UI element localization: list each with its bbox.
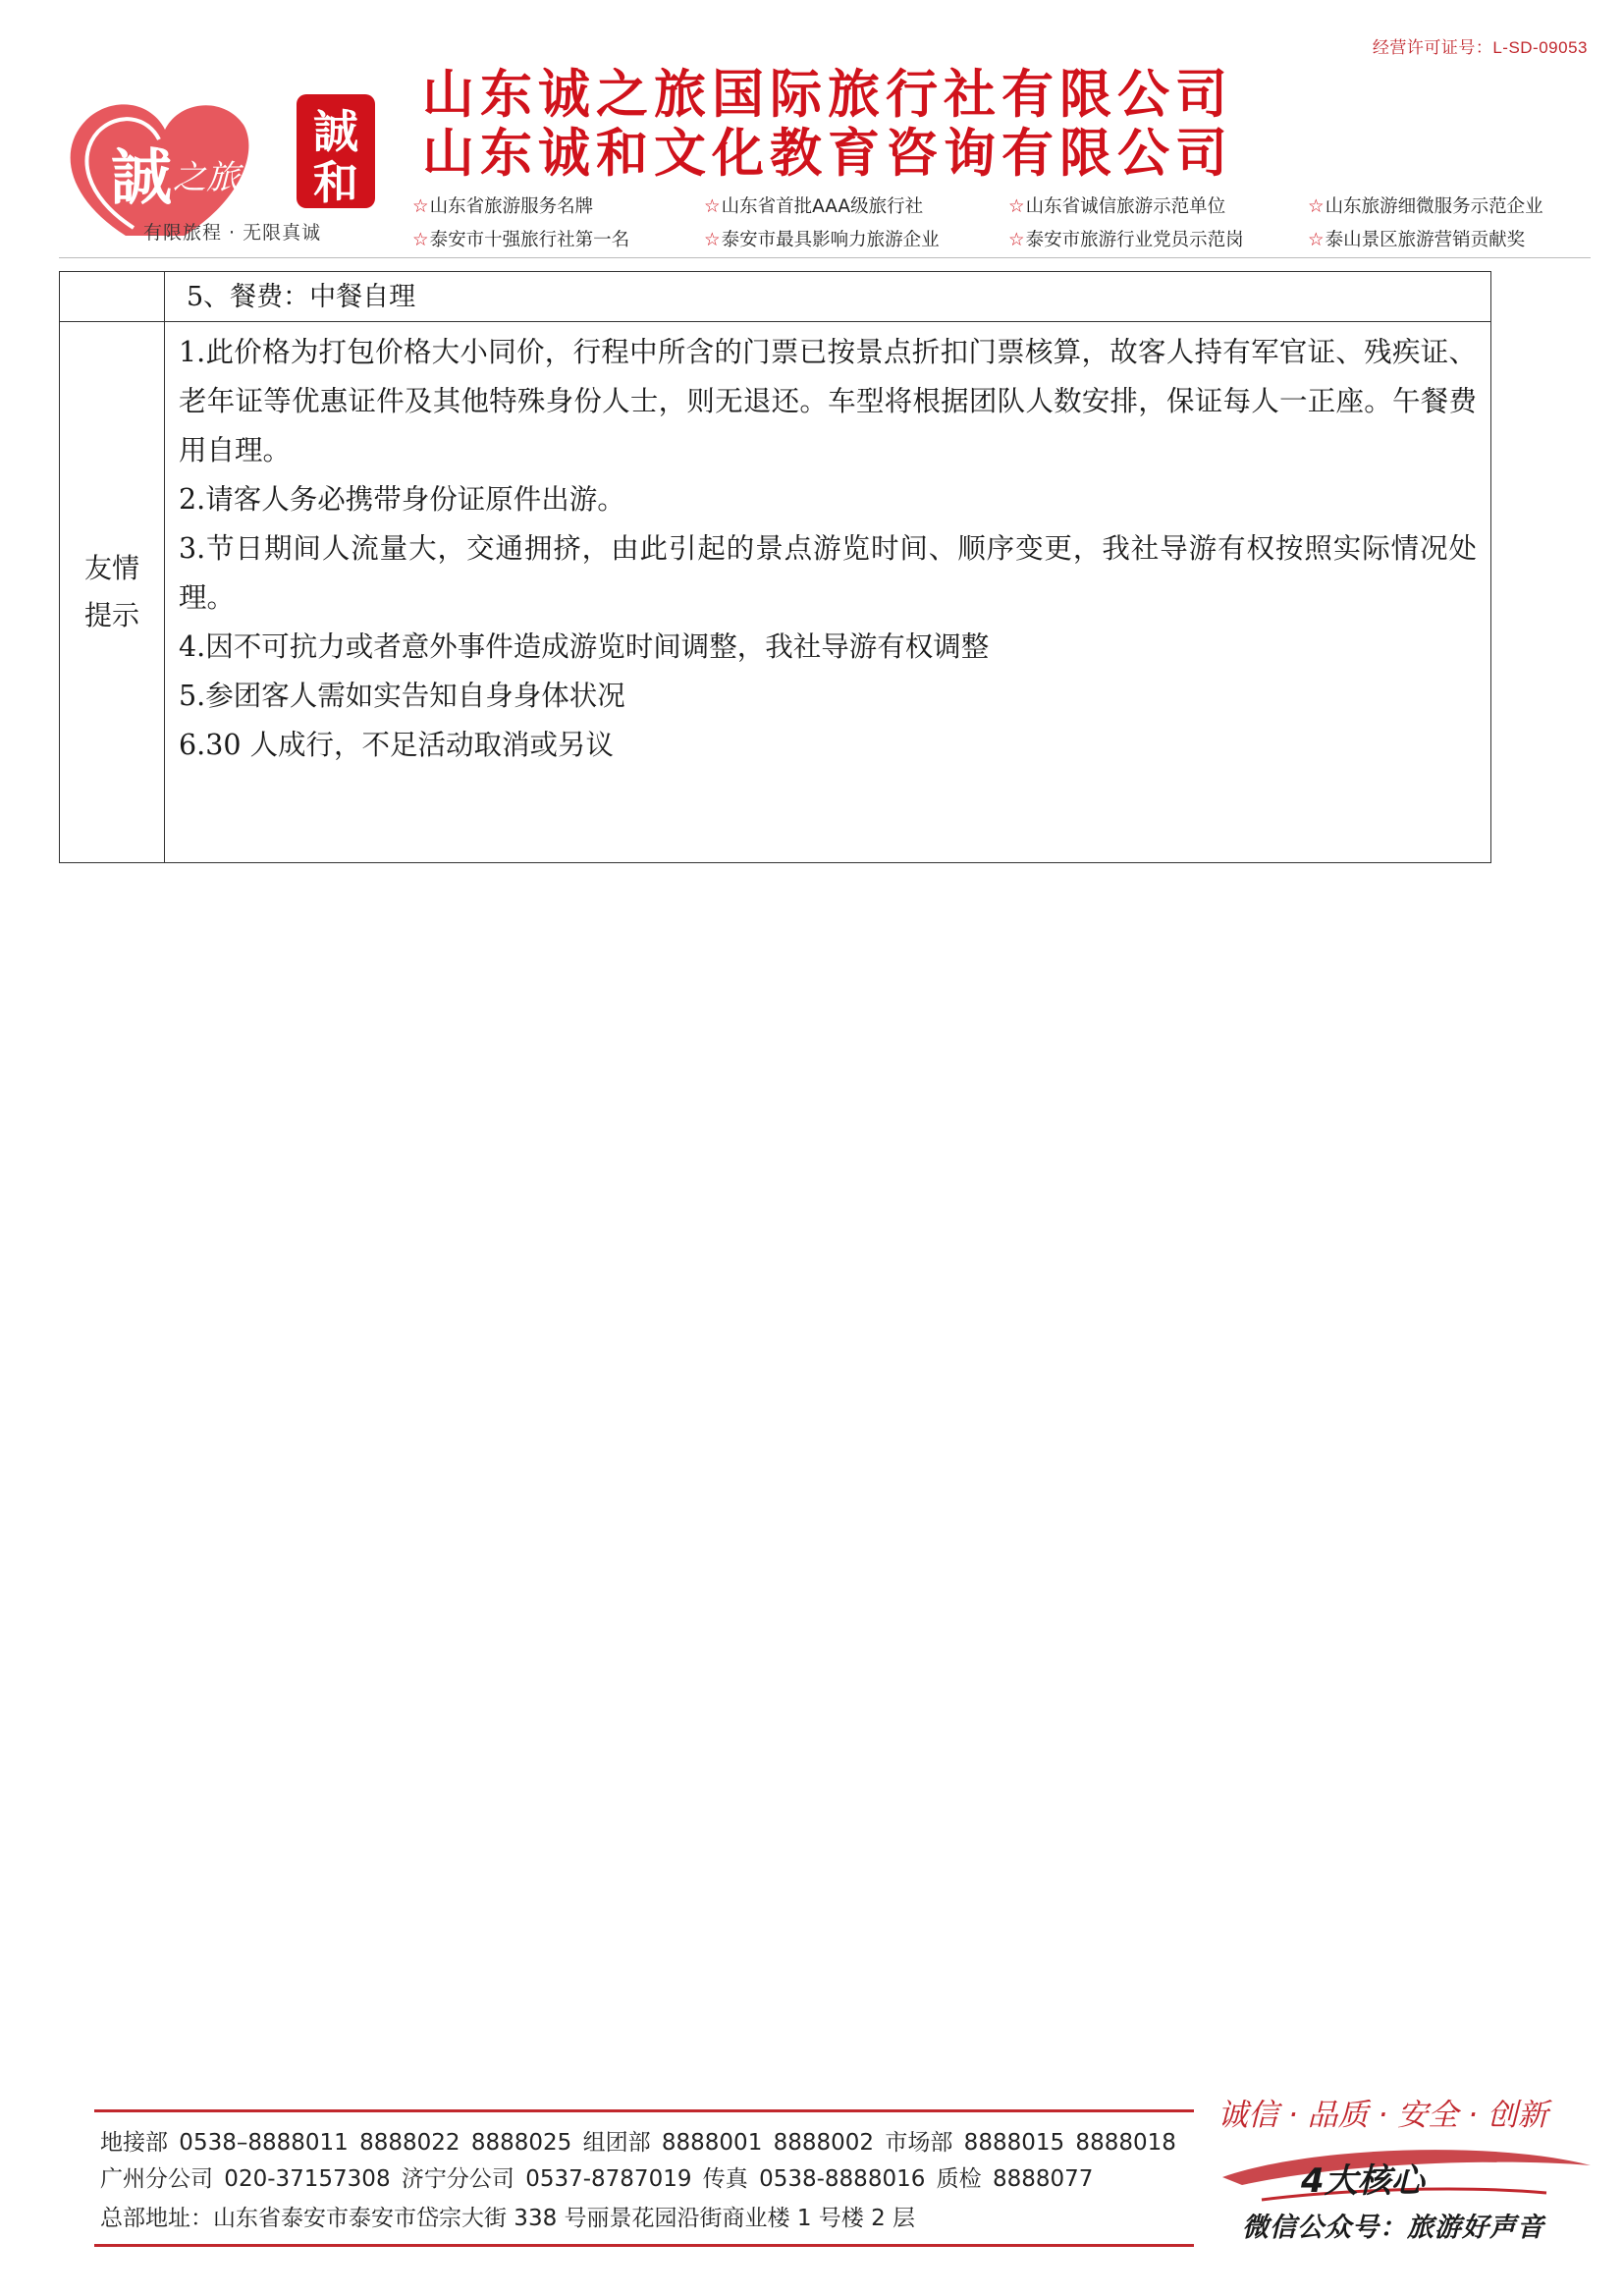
logo-main-glyph: 誠 [111,141,173,213]
tips-content-cell [165,322,1491,863]
honor-item: ☆泰安市最具影响力旅游企业 [704,230,940,250]
tip-item: 4.因不可抗力或者意外事件造成游览时间调整，我社导游有权调整 [179,630,990,663]
star-icon: ☆ [1308,230,1325,250]
tips-label-line-1: 友情 [83,552,139,584]
star-icon: ☆ [1008,196,1025,217]
honor-item: ☆泰安市旅游行业党员示范岗 [1008,230,1244,250]
svg-text:誠: 誠 [313,105,358,158]
tips-label-cell [60,322,165,863]
tips-label-line-2: 提示 [83,599,139,631]
footer-contacts-1: 地接部 0538–8888011 8888022 8888025 组团部 8888001 8888002 市场部 8888015 8888018 [100,2130,1176,2156]
star-icon: ☆ [704,196,721,217]
tip-item: 1.此价格为打包价格大小同价，行程中所含的门票已按景点折扣门票核算，故客人持有军官证、残疾证、老年证等优惠证件及其他特殊身份人士，则无退还。车型将根据团队人数安排，保证每人一正座。午餐费用自理。 [179,336,1477,466]
star-icon: ☆ [704,230,721,250]
meal-text: 5、餐费：中餐自理 [187,282,416,312]
honor-item: ☆泰山景区旅游营销贡献奖 [1308,230,1526,250]
footer-divider-top [94,2109,1194,2112]
honor-item: ☆山东省首批AAA级旅行社 [704,196,924,217]
footer-address: 总部地址：山东省泰安市泰安市岱宗大街 338 号丽景花园沿街商业楼 1 号楼 2 层 [100,2206,916,2231]
core-title: 4大核心 [1301,2161,1425,2201]
meal-cell [165,272,1491,322]
tip-item: 3.节日期间人流量大，交通拥挤，由此引起的景点游览时间、顺序变更，我社导游有权按照实际情况处理。 [179,532,1477,614]
company-name-2: 山东诚和文化教育咨询有限公司 [422,124,1233,184]
header-divider [59,257,1591,258]
honor-item: ☆山东省诚信旅游示范单位 [1008,196,1226,217]
tip-item: 5.参团客人需如实告知自身身体状况 [179,680,625,712]
honors-list [412,192,1600,251]
license-number: 经营许可证号：L-SD-09053 [1372,38,1588,57]
empty-label-cell [60,272,165,322]
company-name-1: 山东诚之旅国际旅行社有限公司 [422,65,1233,125]
star-icon: ☆ [1008,230,1025,250]
honor-item: ☆山东旅游细微服务示范企业 [1308,196,1543,217]
tips-content [165,322,1490,770]
meal-row [60,272,1491,322]
wechat-account: 微信公众号：旅游好声音 [1242,2213,1544,2243]
star-icon: ☆ [412,196,429,217]
svg-text:和: 和 [313,156,358,209]
honor-item: ☆山东省旅游服务名牌 [412,196,594,217]
star-icon: ☆ [412,230,429,250]
itinerary-table [59,271,1491,863]
honor-item: ☆泰安市十强旅行社第一名 [412,230,630,250]
core-values-text: 诚信 · 品质 · 安全 · 创新 [1217,2098,1548,2133]
footer-contacts-2: 广州分公司 020-37157308 济宁分公司 0537-8787019 传真 0538-8888016 质检 8888077 [100,2166,1094,2192]
tip-item: 6.30 人成行，不足活动取消或另议 [179,729,615,761]
tips-row [60,322,1491,863]
star-icon: ☆ [1308,196,1325,217]
footer-divider-bottom [94,2244,1194,2247]
logo-sub-glyph: 之旅 [173,158,240,197]
logo-slogan: 有限旅程 · 无限真诚 [143,222,322,244]
tip-item: 2.请客人务必携带身份证原件出游。 [179,483,625,516]
